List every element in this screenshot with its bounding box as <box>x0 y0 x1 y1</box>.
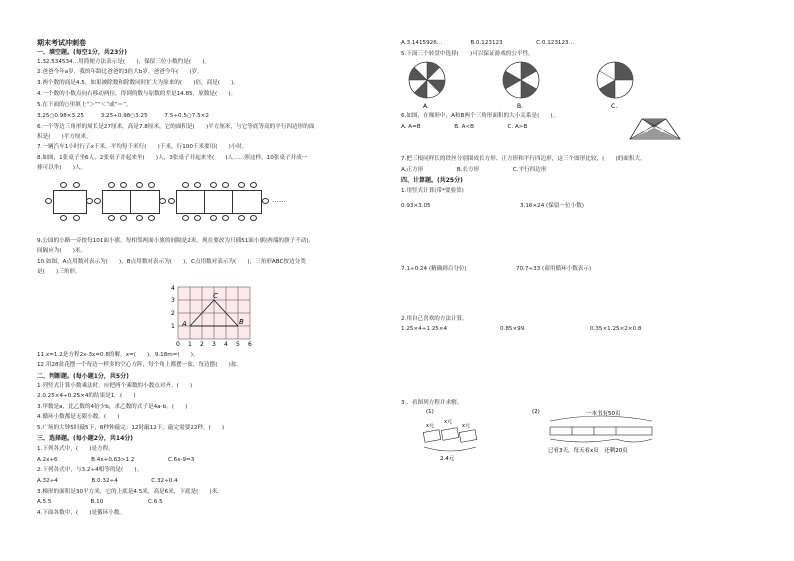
question-8-line2: 排可以坐( )人。 <box>37 165 87 171</box>
table-triple-1 <box>176 190 206 214</box>
spinner-c <box>597 62 633 98</box>
calc-free: 2.用自己喜欢的方法计算。 <box>401 316 468 322</box>
svg-text:4: 4 <box>171 285 175 292</box>
judge-5: 5.广场的大钟5时敲5下，8秒钟敲完；12时敲12下，敲完需要22秒。( ) <box>37 425 225 431</box>
point-b-label: B <box>239 318 244 326</box>
choice-5: 5.下面三个转盘中选择( )可以保证游戏的公平性。 <box>401 51 534 57</box>
grid-y-ticks <box>171 285 175 330</box>
book-total: 一本书有50页 <box>586 411 621 417</box>
price-x-2: x元 <box>444 419 452 425</box>
table-triple-2 <box>204 190 234 214</box>
svg-text:2: 2 <box>171 310 175 317</box>
section-calc: 四、计算题。(共25分) <box>401 177 463 184</box>
calc-equation: 3.．看图列方程并求解。 <box>401 400 463 406</box>
calc-expr-7: 0.35×1.25×2×0.8 <box>590 326 642 332</box>
spinner-b-label: B. <box>517 103 524 110</box>
question-1: 1.32.534534…用简便方法表示是( )，保留三位小数约是( )。 <box>37 59 210 65</box>
question-3: 3.两个数的商是4.5，如果被除数和除数同时扩大为原来的( )倍，商是( )。 <box>37 80 239 86</box>
trapezoid-figure <box>628 117 684 141</box>
svg-text:4: 4 <box>224 341 228 348</box>
svg-text:3: 3 <box>171 297 175 304</box>
choice-4-options: A.3.1415926… B.0.123123 C.0.123123… <box>401 40 575 46</box>
table-triple-3 <box>232 190 262 214</box>
question-8-line1: 8.如图，1张桌子坐6人，2张桌子并起来坐( )人，3张桌子并起来坐( )人……照这样，10张桌子并成一 <box>37 155 308 161</box>
judge-4: 4.循环小数都是无限小数。( ) <box>37 414 120 420</box>
calc-expr-5: 1.25×4÷1.25×4 <box>401 326 448 332</box>
calc-expr-1: 0.93×3.05 <box>401 203 431 209</box>
calc-expr-4: 70.7÷33 (商用循环小数表示) <box>516 266 592 272</box>
equation-figures <box>420 405 670 465</box>
point-c-label: C <box>213 292 218 300</box>
choice-7-options: A.正方形 B.长方形 C.平行四边形 <box>401 167 547 173</box>
section-judge: 二、判断题。(每小题1分，共5分) <box>37 373 129 380</box>
svg-text:2: 2 <box>200 341 204 348</box>
spinner-b <box>503 62 539 98</box>
question-9-line2: 间隔应为( )米。 <box>37 248 87 254</box>
table-double-2 <box>130 190 160 214</box>
choice-2-options: A.32÷4 B.0.32÷4 C.32÷0.4 <box>37 478 178 484</box>
choice-6: 6.如图，在梯形中，A和B两个三角形面积的大小关系是( )。 <box>401 113 559 119</box>
question-5-items: 3.25○0.98×3.25 3.25÷0.98○3.25 7.5÷0.5○7.5×2 <box>37 113 209 119</box>
svg-text:6: 6 <box>248 341 252 348</box>
svg-text:3: 3 <box>212 341 216 348</box>
section-fill-blank: 一、填空题。(每空1分，共23分) <box>37 49 128 56</box>
table-dots: …… <box>272 196 286 204</box>
choice-3: 3.梯形的面积是30平方米，它的上底是4.5米，高是6米，下底是( )米。 <box>37 489 223 495</box>
section-choice: 三、选择题。(每小题2分，共14分) <box>37 435 134 442</box>
coordinate-grid <box>168 283 258 349</box>
question-7: 7.一辆汽车1小时行了x千米，平均每千米行( )千米，行100千米要用( )小时。 <box>37 144 248 150</box>
svg-text:0: 0 <box>176 341 180 348</box>
spinner-figures <box>401 58 651 110</box>
price-x-3: x元 <box>462 423 470 429</box>
spinner-c-label: C. <box>611 103 618 110</box>
question-11: 11.x=1.2是方程2x-3x=0.8的解，x=( )，9.18m=( )。 <box>37 352 199 358</box>
book-label: 已看3天，每天看x页 还剩20页 <box>548 448 628 454</box>
question-9-line1: 9.公园的小路一旁按每101面小旗，每相邻两面小旗的间隔是2米。现在要改为只插51面小旗(两端的旗子不动)， <box>37 238 315 244</box>
trapezoid-a-label: A <box>644 127 649 134</box>
figure-1-label: (1) <box>426 409 434 415</box>
choice-1-options: A.2x+6 B.4x+0.63>1.2 C.6x-9=3 <box>37 457 195 463</box>
choice-7: 7.把三根同样长的铁丝分别围成长方形、正方形和平行四边形，这三个图形比较，( )的面积大。 <box>401 156 646 162</box>
spinner-a <box>409 62 445 98</box>
question-6-line2: 积是( )平方厘米。 <box>37 134 92 140</box>
judge-1: 1.列竖式计算小数乘法时，应把两个乘数的小数点对齐。( ) <box>37 383 193 389</box>
svg-text:5: 5 <box>236 341 240 348</box>
question-10-line2: 是( )三角形。 <box>37 269 81 275</box>
page-title: 期末考试冲刺卷 <box>37 39 86 47</box>
svg-text:1: 1 <box>188 341 192 348</box>
question-12: 12.用28盆花摆一个每边一样多的空心方阵，每个角上都摆一盆，每边摆( )盆。 <box>37 362 242 368</box>
table-double-1 <box>102 190 132 214</box>
choice-6-options: A. A=B B. A<B C. A>B <box>401 124 528 130</box>
choice-2: 2.下列各式中，与3.2÷4相等的是( )。 <box>37 467 143 473</box>
spinner-a-label: A. <box>423 103 429 110</box>
calc-expr-3: 7.1÷0.24 (精确到百分位) <box>401 266 467 272</box>
calc-vertical: 1.用竖式计算(带*要验算) <box>401 188 464 194</box>
judge-2: 2.0.25×4÷0.25×4的结果是1。( ) <box>37 393 136 399</box>
svg-text:1: 1 <box>171 323 175 330</box>
trapezoid-b-label: B <box>660 127 665 134</box>
judge-3: 3.甲数是a，比乙数的4倍少b，求乙数的式子是4a-b。( ) <box>37 404 188 410</box>
calc-expr-6: 0.85×99 <box>500 326 525 332</box>
grid-x-ticks <box>176 341 252 348</box>
calc-expr-2: 3.16×24 (保留一位小数) <box>520 203 584 209</box>
table-single <box>53 190 87 214</box>
choice-3-options: A.5.5 B.10 C.6.5 <box>37 499 163 505</box>
point-a-label: A <box>182 320 187 328</box>
figure-2-label: (2) <box>532 409 540 415</box>
price-items <box>423 418 476 442</box>
question-2: 2.爸爸今年a岁，我的年龄比爸爸的3倍大b岁，爸爸今年( )岁。 <box>37 69 203 75</box>
price-x-1: x元 <box>426 423 434 429</box>
choice-4: 4.下面各数中，( )是循环小数。 <box>37 510 126 516</box>
choice-1: 1.下列各式中，( )是方程。 <box>37 446 114 452</box>
question-6-line1: 6.一个等边三角形的周长是27厘米，高是7.8厘米，它的面积是( )平方厘米，与它等底等高的平行四边形的面 <box>37 124 315 130</box>
total-price: 2.4元 <box>440 456 455 462</box>
question-5: 5.在下面的○里填上“＞”“＜”或“＝”。 <box>37 102 132 108</box>
question-4: 4.一个数的小数点向右移动两位，得到的数与原数的差是14.85，原数是( )。 <box>37 91 237 97</box>
question-10-line1: 10.如图，A点用数对表示为( )，B点用数对表示为( )，C点用数对表示为( )，三角形ABC按边分类 <box>37 259 306 265</box>
